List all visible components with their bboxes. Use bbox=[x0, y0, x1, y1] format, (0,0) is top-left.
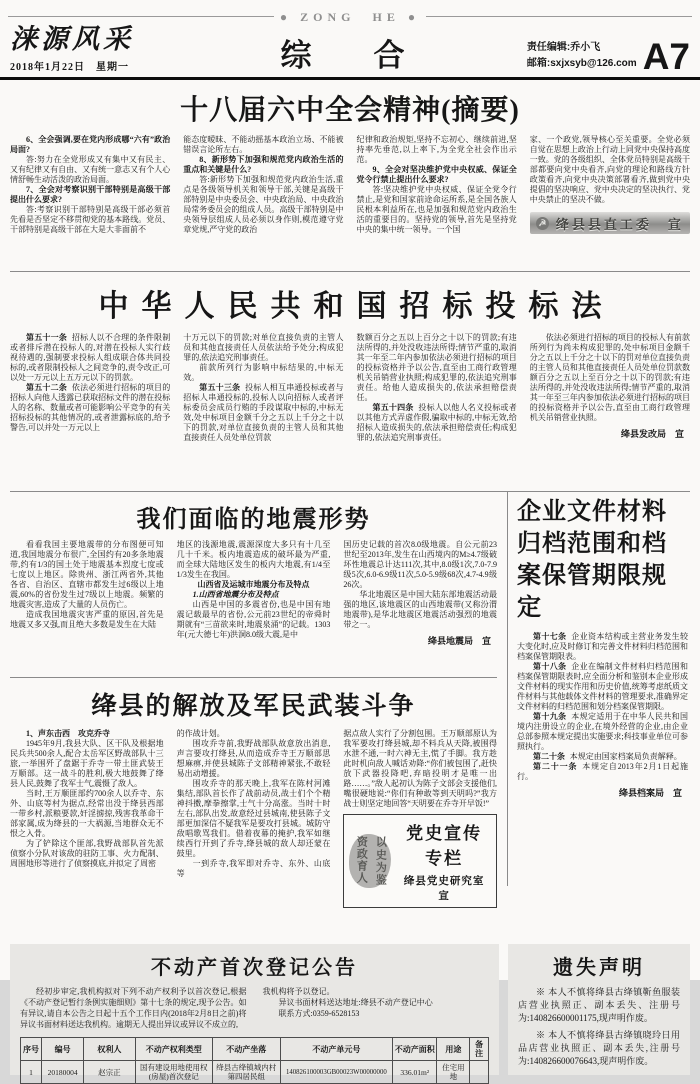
page-number: A7 bbox=[642, 35, 690, 77]
paragraph: 据点敌人实行了分割包围。王万顺部原认为我军要攻打绛县城,却不料兵从天降,被围得水泄不通,一时六神无主,慌了手脚。我方趁此时机向敌人喊话劝降:“你们被包围了,赶快放下武器投降吧,弃暗投明才是唯一出路……。”敌人起初认为陈子文部会支援他们,嘴很硬地说:“你们有种敢等到天明吗?”我方战士则坚定地回答“天明要在乔寺开早饭!” bbox=[343, 729, 498, 808]
article-title: 绛县的解放及军民武装斗争 bbox=[91, 693, 416, 720]
rule-right bbox=[426, 16, 692, 17]
table-row bbox=[21, 1061, 489, 1084]
signature: 绛县发改局 宣 bbox=[620, 429, 684, 439]
cell-location: 绛县古绛镇城内村第四居民组 bbox=[212, 1061, 280, 1084]
article-title: 我们面临的地震形势 bbox=[136, 507, 371, 533]
article-liberation bbox=[10, 686, 497, 935]
article-column bbox=[183, 333, 343, 482]
paragraph: 第十八条 企业在编制文件材料归档范围和档案保管期限表时,应全面分析和鉴别本企业形成文件材料的现实作用和历史价值,统筹考虑纸质文件材料与其他载体文件材料的管理要求,准确界定文件材料的归档范围和划分档案保管期限。 bbox=[517, 662, 689, 711]
paragraph: 家、一个政党,领导核心至关重要。全党必须自觉在思想上政治上行动上同党中央保持高度一致。党的各级组织、全体党员特别是高级干部都要向党中央看齐,向党的理论和路线方针政策看齐,向党中央决策部署看齐,做到党中央提倡的坚决响应、党中央决定的坚决执行、党中央禁止的坚决不做。 bbox=[529, 135, 690, 204]
banner-label: 绛县县直工委 宣 bbox=[555, 216, 684, 232]
paragraph: 山西是中国的多震省份,也是中国有地震记载最早的省份,公元前23世纪的帝舜时期就有“三苗欲来时,地震泉涌”的记载。1303年(元大德七年)洪洞8.0级大震,是中 bbox=[176, 600, 331, 639]
loss-title: 遗失声明 bbox=[553, 957, 645, 979]
table-header: 不动产坐落 bbox=[212, 1038, 280, 1061]
paragraph: 答:坚决维护党中央权威、保证全党令行禁止,是党和国家前途命运所系,是全国各族人民根本利益所在,也是加强和规范党内政治生活的重要目的。坚持党的领导,首先是坚持党中央的集中统一领导。一个国 bbox=[356, 185, 517, 234]
loss-statement bbox=[508, 944, 690, 1075]
article-bidding-law bbox=[0, 281, 700, 492]
bottom-zone bbox=[0, 944, 700, 1081]
paragraph: 数额百分之五以上百分之十以下的罚款;有违法所得的,并处没收违法所得;情节严重的,取消其一年至二年内参加依法必须进行招标的项目的投标资格并予以公告,直至由工商行政管理机关吊销营业执照;构成犯罪的,依法追究刑事责任。给他人造成损失的,依法承担赔偿责任。 bbox=[356, 333, 517, 402]
paragraph: ※ 本人不慎将绛县古绛镇晓玲日用品店营业执照正、副本丢失,注册号为:140826600076643,现声明作废。 bbox=[518, 1030, 680, 1066]
party-history-box bbox=[343, 814, 497, 908]
table-header: 不动产面积 bbox=[393, 1038, 437, 1061]
article-plenum-spirit bbox=[0, 88, 700, 272]
paragraph: 山西省及运城市地震分布及特点 bbox=[197, 580, 310, 589]
table-header: 权利人 bbox=[84, 1038, 135, 1061]
article-title: 十八届六中全会精神(摘要) bbox=[180, 95, 520, 126]
paragraph: 造成我国地震灾害严重的原因,首先是地震又多又强,而且绝大多数是发生在大陆 bbox=[10, 610, 164, 629]
column-title: 党史宣传专栏 bbox=[406, 824, 483, 868]
table-header: 编号 bbox=[42, 1038, 84, 1061]
signature: 绛县档案局 宣 bbox=[618, 788, 682, 798]
paragraph: 异议书面材料送达地址:绛县不动产登记中心 bbox=[278, 998, 433, 1007]
article-title: 企业文件材料归档范围和档案保管期限规定 bbox=[517, 499, 667, 621]
article-title: 中华人民共和国招标投标法 bbox=[98, 290, 615, 323]
cell-unit-number: 140826100003GB00023W00000000 bbox=[280, 1061, 392, 1084]
article-column bbox=[10, 333, 170, 482]
masthead bbox=[0, 0, 700, 77]
article-column bbox=[10, 729, 164, 935]
notice-title: 不动产首次登记公告 bbox=[151, 957, 358, 979]
paragraph: 第十九条 本规定适用于在中华人民共和国境内注册设立的企业,在境外经营的企业,由企业总部参照本规定提出实施要求;科技事业单位可参照执行。 bbox=[517, 712, 689, 751]
paragraph: 能态度暧昧、不能动摇基本政治立场、不能被错误言论所左右。 bbox=[183, 135, 344, 154]
section-divider bbox=[10, 677, 497, 678]
section-divider bbox=[10, 271, 690, 272]
article-column bbox=[183, 135, 343, 262]
paragraph: 第二十条 本规定由国家档案局负责解释。 bbox=[533, 752, 682, 761]
cell-right-type: 国有建设用地使用权(房屋)首次登记 bbox=[135, 1061, 212, 1084]
email-line: 邮箱:sxjxsyb@126.com bbox=[526, 58, 637, 70]
paper-identity bbox=[10, 17, 210, 73]
article-column bbox=[177, 729, 331, 935]
table-header-row bbox=[21, 1038, 489, 1061]
paragraph: 我机构将予以登记。 bbox=[262, 987, 335, 996]
paragraph: ※ 本人不慎将绛县古绛镇靳鱼服装店营业执照正、副本丢失、注册号为:140826600001175,现声明作废。 bbox=[518, 987, 680, 1023]
article-archive-rules bbox=[507, 492, 690, 886]
cell-holder: 赵宗正 bbox=[84, 1061, 135, 1084]
paragraph: 地区的浅源地震,震源深度大多只有十几至几十千米。板内地震造成的破坏最为严重,而全球大陆地区发生的板内大地震,有1/4至1/3发生在我国。 bbox=[176, 540, 331, 579]
article-column bbox=[10, 540, 164, 669]
edition-info bbox=[475, 35, 690, 77]
table-header: 不动产单元号 bbox=[280, 1038, 392, 1061]
seal-icon bbox=[349, 834, 391, 888]
paragraph: 1945年9月,我县大队、区干队及根据地民兵共500余人,配合太岳军区野战部队十三旅,一举围歼了盘踞于乔寺一带土匪武装王万顺部。这一战斗的胜利,极大地鼓舞了绛县人民,鼓舞了我军士气,震慑了敌人。 bbox=[10, 739, 164, 788]
paragraph: 9、全会对坚决维护党中央权威、保证全党令行禁止提出什么要求? bbox=[356, 165, 517, 184]
paragraph: 第五十四条 投标人以他人名义投标或者以其他方式弄虚作假,骗取中标的,中标无效,给招标人造成损失的,依法承担赔偿责任;构成犯罪的,依法追究刑事责任。 bbox=[356, 403, 517, 442]
date-line: 2018年1月22日 星期一 bbox=[10, 62, 129, 73]
article-column bbox=[357, 333, 517, 482]
paragraph: 围攻乔寺前,我野战部队故意放出消息,声言要攻打绛县,从而造成乔寺王万顺部思想麻痹,并使县城陈子文部精神紧张,不敢轻易出动增援。 bbox=[176, 739, 331, 778]
article-column bbox=[357, 135, 517, 262]
masthead-rule bbox=[0, 77, 700, 80]
paragraph: 为了铲除这个匪部,我野战部队首先派侦察小分队对该敌的驻防工事、火力配制、周围地形等进行了侦察摸底,并拟定了周密 bbox=[10, 839, 164, 868]
table-header: 不动产权利类型 bbox=[135, 1038, 212, 1061]
article-earthquake bbox=[10, 499, 497, 678]
section-title: 综 合 bbox=[280, 37, 405, 73]
cell-use: 住宅用地 bbox=[437, 1061, 470, 1084]
paragraph: 答:考察识别干部特别是高级干部必须首先看是否坚定不移贯彻党的基本路线。党员、干部特别是高级干部在大是大非面前不 bbox=[10, 205, 171, 234]
notice-intro-column bbox=[20, 986, 247, 1030]
paragraph: 依法必须进行招标的项目的投标人有前款所列行为尚未构成犯罪的,处中标项目金额千分之五以上千分之十以下的罚对单位直接负责的主管人员和其他直接责任人员处单位罚款数额百分之五以上至百分之十以下的罚款;有违法所得的,并处没收违法所得;情节严重的,取消其一年至三年内参加依法必须进行招标的项目的投标资格并予以公告,直至由工商行政管理机关吊销营业执照。 bbox=[529, 333, 690, 422]
signature: 绛县地震局 宣 bbox=[428, 636, 492, 646]
paper-name: 涞源风采 bbox=[10, 24, 134, 54]
paragraph: 第二十一条 本规定自2013年2月1日起施行。 bbox=[517, 762, 689, 781]
section-pinyin: ● ZONG HE ● bbox=[279, 10, 421, 24]
paragraph: 围攻乔寺的那天晚上,我军在陈村河滩集结,部队首长作了战前动员,战士们个个精神抖擞,摩拳擦掌,士气十分高涨。当时十时左右,部队出发,故意经过县城南,使县陈子文部更加深信不疑我军是要攻打县城。城防守敌唱歌骂我们。借着夜幕的掩护,我军如继续西行开到了乔寺,绛县城的敌人却还蒙在鼓里。 bbox=[176, 779, 331, 858]
editor-line: 责任编辑:乔小飞 bbox=[526, 42, 601, 54]
paragraph: 联系方式:0359-6528153 bbox=[278, 1009, 360, 1018]
notice-intro-column bbox=[263, 986, 490, 1030]
paragraph: 1.山西省地震分布及特点 bbox=[192, 590, 279, 599]
paragraph: 1、声东击西 攻克乔寺 bbox=[26, 729, 110, 738]
party-emblem-icon: ☭ bbox=[536, 217, 549, 230]
paragraph: 7、全会对考察识别干部特别是高级干部提出什么要求? bbox=[10, 185, 171, 204]
column-subtitle: 绛县党史研究室 宣 bbox=[403, 876, 496, 902]
middle-zone bbox=[0, 492, 700, 935]
article-column bbox=[530, 135, 690, 262]
table-header: 用途 bbox=[437, 1038, 470, 1061]
article-column bbox=[343, 729, 497, 935]
article-column bbox=[530, 333, 690, 482]
paragraph: 第五十二条 依法必须进行招标的项目的招标人向他人透露已获取招标文件的潜在投标人的名称、数量或者可能影响公平竞争的有关招标投标的其他情况的,或者泄露标底的,给予警告,可以并处一万元以上 bbox=[10, 383, 171, 432]
registration-notice bbox=[10, 944, 499, 1081]
article-column bbox=[177, 540, 331, 669]
cell-seq: 1 bbox=[21, 1061, 42, 1084]
paragraph: 答:努力在全党形成又有集中又有民主、又有纪律又有自由、又有统一意志又有个人心情舒畅生动活泼的政治局面。 bbox=[10, 155, 171, 184]
paragraph: 国历史记载的首次8.0级地震。自公元前23世纪至2013年,发生在山西境内的M≥4.7级破坏性地震总计达111次,其中,8.0级1次,7.0-7.9级5次,6.0-6.9级11次,5.0-5.9级68次,4.7-4.9级26次。 bbox=[343, 540, 498, 589]
paragraph: 的作战计划。 bbox=[176, 729, 225, 738]
paragraph: 当时,王万顺匪部约700余人以乔寺、东外、山底等村为据点,经常出没于绛县西部一带乡村,派粮要款,奸淫掳掠,残害我革命干部家属,成为绛县的一大祸源,当地群众无不恨之入骨。 bbox=[10, 789, 164, 838]
cell-remark bbox=[470, 1061, 489, 1084]
registration-table bbox=[20, 1037, 489, 1084]
cell-area: 336.01m² bbox=[393, 1061, 437, 1084]
paragraph: 第十七条 企业资本结构或主营业务发生较大变化时,应及时修订和完善文件材料归档范围和档案保管期限表。 bbox=[517, 632, 689, 661]
paragraph: 前款所列行为影响中标结果的,中标无效。 bbox=[183, 363, 344, 382]
cell-number: 20180004 bbox=[42, 1061, 84, 1084]
paragraph: 答:新形势下加强和规范党内政治生活,重点是各级领导机关和领导干部,关键是高级干部特别是中央委员会、中央政治局、中央政治局常务委员会的组成人员。高级干部特别是中央领导层组成人员必须以身作则,模范遵守党章党规,严守党的政治 bbox=[183, 175, 344, 234]
paragraph: 看看我国主要地震带的分布图便可知道,我国地震分布很广,全国约有20多条地震带,约有1/3的国土处于地震基本烈度七度或七度以上地区。除贵州、浙江两省外,其他各省、自治区、直辖市都发生过6级以上地震,60%的省份发生过7级以上地震。频繁的地震灾害,造成了大量的人员伤亡。 bbox=[10, 540, 164, 609]
paragraph: 十万元以下的罚款;对单位直接负责的主管人员和其他直接责任人员依法给予处分;构成犯罪的,依法追究刑事责任。 bbox=[183, 333, 344, 362]
paragraph: 纪律和政治规矩,坚持不忘初心、继续前进,坚持率先垂范,以上率下,为全党全社会作出示范。 bbox=[356, 135, 517, 164]
paragraph: 华北地震区是中国大陆东部地震活动最强的地区,该地震区的山西地震带(又称汾渭地震带),是华北地震区地震活动强烈的地震带之一。 bbox=[343, 590, 498, 629]
seal-text: 以史为鉴资政育人 bbox=[355, 836, 387, 886]
table-header: 序号 bbox=[21, 1038, 42, 1061]
paragraph: 第五十三条 投标人相互串通投标或者与招标人串通投标的,投标人以向招标人或者评标委员会成员行贿的手段谋取中标的,中标无效,处中标项目金额千分之五以上千分之十以下的罚款,对单位直接负责的主管人员和其他直接责任人员处单位罚款 bbox=[183, 383, 344, 442]
paragraph: 6、全会强调,要在党内形成哪“六有”政治局面? bbox=[10, 135, 171, 154]
article-column bbox=[10, 135, 170, 262]
sponsor-banner bbox=[530, 212, 690, 234]
paragraph: 第五十一条 招标人以不合理的条件限制或者排斥潜在投标人的,对潜在投标人实行歧视待遇的,强制要求投标人组成联合体共同投标的,或者限制投标人之间竞争的,责令改正,可以处一万元以上五万元以下的罚款。 bbox=[10, 333, 171, 382]
table-header: 备注 bbox=[470, 1038, 489, 1061]
paragraph: 8、新形势下加强和规范党内政治生活的重点和关键是什么? bbox=[183, 155, 344, 174]
article-column bbox=[343, 540, 497, 669]
paragraph: 经初步审定,我机构拟对下列不动产权利予以首次登记,根据《不动产登记暂行条例实施细则》第十七条的规定,现予公告。如有异议,请自本公告之日起十五个工作日内(2018年2月8日之前)将异议书面材料送达我机构。逾期无人提出异议或异议不成立的, bbox=[20, 987, 247, 1029]
paragraph: 一到乔寺,我军即对乔寺、东外、山底等 bbox=[176, 859, 331, 878]
